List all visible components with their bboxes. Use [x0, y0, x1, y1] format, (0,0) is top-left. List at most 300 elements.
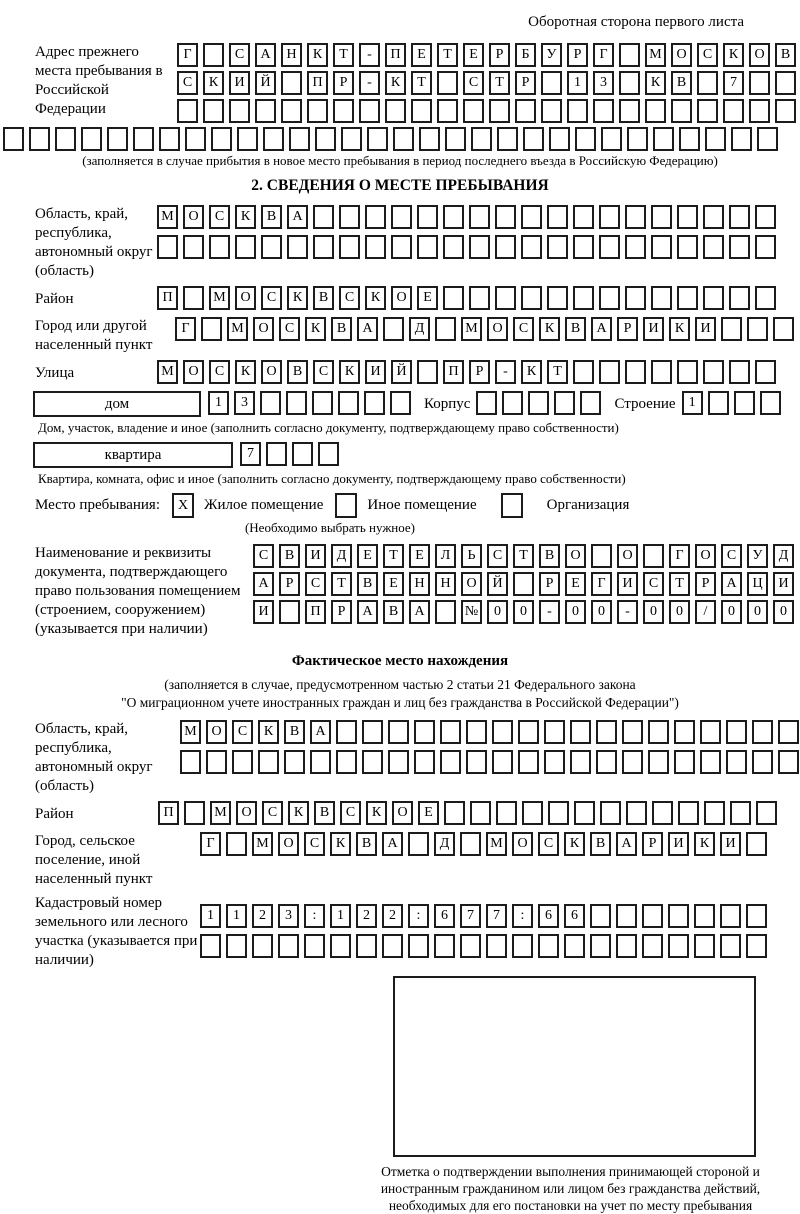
- char-cell[interactable]: [232, 750, 253, 774]
- char-cell[interactable]: [749, 71, 770, 95]
- char-cell[interactable]: [364, 391, 385, 415]
- char-cell[interactable]: [440, 720, 461, 744]
- char-cell[interactable]: [547, 205, 568, 229]
- char-cell[interactable]: О: [512, 832, 533, 856]
- char-cell[interactable]: Т: [333, 43, 354, 67]
- char-cell[interactable]: [703, 235, 724, 259]
- char-cell[interactable]: М: [157, 205, 178, 229]
- char-cell[interactable]: [338, 391, 359, 415]
- char-cell[interactable]: [596, 720, 617, 744]
- char-cell[interactable]: 2: [356, 904, 377, 928]
- char-cell[interactable]: С: [305, 572, 326, 596]
- char-cell[interactable]: С: [721, 544, 742, 568]
- char-cell[interactable]: А: [357, 600, 378, 624]
- char-cell[interactable]: [388, 720, 409, 744]
- char-cell[interactable]: В: [775, 43, 796, 67]
- char-cell[interactable]: [266, 442, 287, 466]
- char-cell[interactable]: М: [486, 832, 507, 856]
- char-cell[interactable]: Ь: [461, 544, 482, 568]
- char-cell[interactable]: [731, 127, 752, 151]
- char-cell[interactable]: М: [645, 43, 666, 67]
- char-cell[interactable]: [521, 286, 542, 310]
- char-cell[interactable]: И: [695, 317, 716, 341]
- char-cell[interactable]: Д: [331, 544, 352, 568]
- char-cell[interactable]: [440, 750, 461, 774]
- char-cell[interactable]: [653, 127, 674, 151]
- char-cell[interactable]: 2: [252, 904, 273, 928]
- char-cell[interactable]: [3, 127, 24, 151]
- char-cell[interactable]: Е: [565, 572, 586, 596]
- char-cell[interactable]: Т: [669, 572, 690, 596]
- char-cell[interactable]: [580, 391, 601, 415]
- char-cell[interactable]: К: [203, 71, 224, 95]
- char-cell[interactable]: [497, 127, 518, 151]
- char-cell[interactable]: О: [278, 832, 299, 856]
- char-cell[interactable]: [746, 832, 767, 856]
- char-cell[interactable]: [513, 572, 534, 596]
- char-cell[interactable]: 1: [226, 904, 247, 928]
- char-cell[interactable]: М: [210, 801, 231, 825]
- char-cell[interactable]: П: [158, 801, 179, 825]
- char-cell[interactable]: [469, 235, 490, 259]
- char-cell[interactable]: В: [261, 205, 282, 229]
- char-cell[interactable]: [645, 99, 666, 123]
- char-cell[interactable]: [362, 720, 383, 744]
- char-cell[interactable]: [590, 904, 611, 928]
- char-cell[interactable]: [723, 99, 744, 123]
- char-cell[interactable]: 1: [208, 391, 229, 415]
- char-cell[interactable]: [548, 801, 569, 825]
- char-cell[interactable]: Р: [617, 317, 638, 341]
- char-cell[interactable]: [463, 99, 484, 123]
- char-cell[interactable]: С: [487, 544, 508, 568]
- char-cell[interactable]: [206, 750, 227, 774]
- char-cell[interactable]: [570, 720, 591, 744]
- char-cell[interactable]: [278, 934, 299, 958]
- char-cell[interactable]: Й: [255, 71, 276, 95]
- char-cell[interactable]: К: [539, 317, 560, 341]
- char-cell[interactable]: [383, 317, 404, 341]
- char-cell[interactable]: [677, 235, 698, 259]
- char-cell[interactable]: [435, 317, 456, 341]
- char-cell[interactable]: 7: [460, 904, 481, 928]
- char-cell[interactable]: [674, 750, 695, 774]
- char-cell[interactable]: [755, 360, 776, 384]
- char-cell[interactable]: П: [385, 43, 406, 67]
- char-cell[interactable]: [417, 360, 438, 384]
- char-cell[interactable]: -: [617, 600, 638, 624]
- char-cell[interactable]: [697, 99, 718, 123]
- org-checkbox[interactable]: [501, 493, 523, 518]
- char-cell[interactable]: Т: [411, 71, 432, 95]
- char-cell[interactable]: [590, 934, 611, 958]
- char-cell[interactable]: [445, 127, 466, 151]
- char-cell[interactable]: [729, 235, 750, 259]
- char-cell[interactable]: Е: [417, 286, 438, 310]
- char-cell[interactable]: 1: [330, 904, 351, 928]
- char-cell[interactable]: [260, 391, 281, 415]
- char-cell[interactable]: [437, 71, 458, 95]
- char-cell[interactable]: Н: [281, 43, 302, 67]
- char-cell[interactable]: [619, 99, 640, 123]
- char-cell[interactable]: К: [330, 832, 351, 856]
- char-cell[interactable]: [596, 750, 617, 774]
- char-cell[interactable]: [414, 720, 435, 744]
- char-cell[interactable]: [726, 750, 747, 774]
- char-cell[interactable]: К: [366, 801, 387, 825]
- char-cell[interactable]: В: [357, 572, 378, 596]
- char-cell[interactable]: Р: [567, 43, 588, 67]
- char-cell[interactable]: Е: [357, 544, 378, 568]
- char-cell[interactable]: [679, 127, 700, 151]
- char-cell[interactable]: О: [391, 286, 412, 310]
- char-cell[interactable]: [549, 127, 570, 151]
- char-cell[interactable]: Р: [331, 600, 352, 624]
- char-cell[interactable]: [746, 904, 767, 928]
- char-cell[interactable]: В: [671, 71, 692, 95]
- char-cell[interactable]: Р: [515, 71, 536, 95]
- char-cell[interactable]: [365, 235, 386, 259]
- char-cell[interactable]: Т: [513, 544, 534, 568]
- char-cell[interactable]: [209, 235, 230, 259]
- char-cell[interactable]: [564, 934, 585, 958]
- char-cell[interactable]: Т: [383, 544, 404, 568]
- char-cell[interactable]: [393, 127, 414, 151]
- char-cell[interactable]: Т: [331, 572, 352, 596]
- char-cell[interactable]: [286, 391, 307, 415]
- char-cell[interactable]: Е: [383, 572, 404, 596]
- char-cell[interactable]: -: [359, 43, 380, 67]
- char-cell[interactable]: О: [236, 801, 257, 825]
- char-cell[interactable]: [651, 205, 672, 229]
- char-cell[interactable]: [502, 391, 523, 415]
- char-cell[interactable]: [183, 286, 204, 310]
- char-cell[interactable]: №: [461, 600, 482, 624]
- char-cell[interactable]: С: [313, 360, 334, 384]
- char-cell[interactable]: С: [339, 286, 360, 310]
- char-cell[interactable]: [547, 235, 568, 259]
- char-cell[interactable]: [470, 801, 491, 825]
- char-cell[interactable]: Г: [177, 43, 198, 67]
- char-cell[interactable]: И: [365, 360, 386, 384]
- char-cell[interactable]: [315, 127, 336, 151]
- char-cell[interactable]: К: [385, 71, 406, 95]
- char-cell[interactable]: О: [487, 317, 508, 341]
- char-cell[interactable]: [522, 801, 543, 825]
- char-cell[interactable]: С: [229, 43, 250, 67]
- char-cell[interactable]: [734, 391, 755, 415]
- char-cell[interactable]: [541, 71, 562, 95]
- char-cell[interactable]: [677, 360, 698, 384]
- char-cell[interactable]: [408, 934, 429, 958]
- char-cell[interactable]: Р: [642, 832, 663, 856]
- char-cell[interactable]: [336, 720, 357, 744]
- char-cell[interactable]: В: [284, 720, 305, 744]
- char-cell[interactable]: [619, 71, 640, 95]
- char-cell[interactable]: К: [564, 832, 585, 856]
- char-cell[interactable]: [492, 720, 513, 744]
- kvartira-box[interactable]: [33, 442, 233, 468]
- char-cell[interactable]: [622, 750, 643, 774]
- char-cell[interactable]: 2: [382, 904, 403, 928]
- char-cell[interactable]: [391, 205, 412, 229]
- char-cell[interactable]: К: [235, 360, 256, 384]
- char-cell[interactable]: [287, 235, 308, 259]
- char-cell[interactable]: [600, 801, 621, 825]
- char-cell[interactable]: [235, 235, 256, 259]
- char-cell[interactable]: [648, 720, 669, 744]
- char-cell[interactable]: И: [773, 572, 794, 596]
- char-cell[interactable]: [703, 360, 724, 384]
- char-cell[interactable]: -: [495, 360, 516, 384]
- char-cell[interactable]: С: [463, 71, 484, 95]
- char-cell[interactable]: И: [253, 600, 274, 624]
- char-cell[interactable]: Й: [487, 572, 508, 596]
- char-cell[interactable]: [703, 286, 724, 310]
- char-cell[interactable]: [339, 235, 360, 259]
- char-cell[interactable]: [720, 904, 741, 928]
- char-cell[interactable]: [528, 391, 549, 415]
- char-cell[interactable]: 0: [513, 600, 534, 624]
- char-cell[interactable]: [203, 99, 224, 123]
- char-cell[interactable]: Г: [591, 572, 612, 596]
- char-cell[interactable]: [700, 750, 721, 774]
- char-cell[interactable]: [307, 99, 328, 123]
- char-cell[interactable]: [263, 127, 284, 151]
- char-cell[interactable]: [671, 99, 692, 123]
- char-cell[interactable]: 0: [747, 600, 768, 624]
- char-cell[interactable]: [668, 934, 689, 958]
- char-cell[interactable]: [107, 127, 128, 151]
- char-cell[interactable]: С: [697, 43, 718, 67]
- char-cell[interactable]: [538, 934, 559, 958]
- char-cell[interactable]: [518, 720, 539, 744]
- char-cell[interactable]: [417, 205, 438, 229]
- char-cell[interactable]: [460, 832, 481, 856]
- char-cell[interactable]: С: [177, 71, 198, 95]
- char-cell[interactable]: 6: [434, 904, 455, 928]
- char-cell[interactable]: [417, 235, 438, 259]
- char-cell[interactable]: [289, 127, 310, 151]
- char-cell[interactable]: [226, 934, 247, 958]
- char-cell[interactable]: Е: [411, 43, 432, 67]
- char-cell[interactable]: 0: [565, 600, 586, 624]
- char-cell[interactable]: [648, 750, 669, 774]
- char-cell[interactable]: С: [340, 801, 361, 825]
- char-cell[interactable]: А: [409, 600, 430, 624]
- char-cell[interactable]: В: [331, 317, 352, 341]
- char-cell[interactable]: В: [383, 600, 404, 624]
- char-cell[interactable]: [211, 127, 232, 151]
- char-cell[interactable]: [284, 750, 305, 774]
- char-cell[interactable]: [697, 71, 718, 95]
- char-cell[interactable]: Е: [409, 544, 430, 568]
- char-cell[interactable]: [261, 235, 282, 259]
- char-cell[interactable]: [486, 934, 507, 958]
- char-cell[interactable]: [279, 600, 300, 624]
- char-cell[interactable]: [625, 235, 646, 259]
- char-cell[interactable]: [313, 235, 334, 259]
- char-cell[interactable]: 0: [591, 600, 612, 624]
- char-cell[interactable]: Д: [434, 832, 455, 856]
- char-cell[interactable]: А: [616, 832, 637, 856]
- char-cell[interactable]: [512, 934, 533, 958]
- char-cell[interactable]: [157, 235, 178, 259]
- char-cell[interactable]: [573, 205, 594, 229]
- char-cell[interactable]: [778, 750, 799, 774]
- char-cell[interactable]: Р: [539, 572, 560, 596]
- char-cell[interactable]: [226, 832, 247, 856]
- char-cell[interactable]: П: [443, 360, 464, 384]
- char-cell[interactable]: С: [209, 360, 230, 384]
- char-cell[interactable]: [489, 99, 510, 123]
- char-cell[interactable]: [518, 750, 539, 774]
- char-cell[interactable]: -: [359, 71, 380, 95]
- char-cell[interactable]: [616, 934, 637, 958]
- char-cell[interactable]: Т: [547, 360, 568, 384]
- char-cell[interactable]: [730, 801, 751, 825]
- char-cell[interactable]: [356, 934, 377, 958]
- char-cell[interactable]: :: [512, 904, 533, 928]
- char-cell[interactable]: [601, 127, 622, 151]
- char-cell[interactable]: В: [590, 832, 611, 856]
- char-cell[interactable]: [651, 286, 672, 310]
- char-cell[interactable]: [29, 127, 50, 151]
- char-cell[interactable]: 7: [486, 904, 507, 928]
- char-cell[interactable]: [625, 286, 646, 310]
- char-cell[interactable]: Н: [435, 572, 456, 596]
- char-cell[interactable]: [591, 544, 612, 568]
- char-cell[interactable]: [466, 750, 487, 774]
- char-cell[interactable]: [495, 205, 516, 229]
- char-cell[interactable]: [341, 127, 362, 151]
- char-cell[interactable]: [391, 235, 412, 259]
- char-cell[interactable]: А: [253, 572, 274, 596]
- char-cell[interactable]: О: [253, 317, 274, 341]
- char-cell[interactable]: 0: [669, 600, 690, 624]
- char-cell[interactable]: С: [232, 720, 253, 744]
- char-cell[interactable]: [677, 286, 698, 310]
- char-cell[interactable]: С: [262, 801, 283, 825]
- char-cell[interactable]: [677, 205, 698, 229]
- char-cell[interactable]: [252, 934, 273, 958]
- char-cell[interactable]: [437, 99, 458, 123]
- char-cell[interactable]: П: [157, 286, 178, 310]
- char-cell[interactable]: Б: [515, 43, 536, 67]
- char-cell[interactable]: [755, 205, 776, 229]
- char-cell[interactable]: [200, 934, 221, 958]
- char-cell[interactable]: [443, 235, 464, 259]
- char-cell[interactable]: [177, 99, 198, 123]
- char-cell[interactable]: [476, 391, 497, 415]
- char-cell[interactable]: 1: [567, 71, 588, 95]
- char-cell[interactable]: И: [720, 832, 741, 856]
- char-cell[interactable]: [674, 720, 695, 744]
- char-cell[interactable]: [203, 43, 224, 67]
- char-cell[interactable]: 6: [538, 904, 559, 928]
- char-cell[interactable]: [541, 99, 562, 123]
- char-cell[interactable]: [521, 205, 542, 229]
- zhiloe-checkbox[interactable]: X: [172, 493, 194, 518]
- char-cell[interactable]: К: [288, 801, 309, 825]
- char-cell[interactable]: [201, 317, 222, 341]
- char-cell[interactable]: [367, 127, 388, 151]
- char-cell[interactable]: Г: [593, 43, 614, 67]
- char-cell[interactable]: [185, 127, 206, 151]
- char-cell[interactable]: [726, 720, 747, 744]
- char-cell[interactable]: А: [255, 43, 276, 67]
- char-cell[interactable]: [382, 934, 403, 958]
- char-cell[interactable]: Ц: [747, 572, 768, 596]
- char-cell[interactable]: В: [314, 801, 335, 825]
- char-cell[interactable]: [775, 71, 796, 95]
- char-cell[interactable]: Д: [773, 544, 794, 568]
- char-cell[interactable]: А: [287, 205, 308, 229]
- char-cell[interactable]: 0: [721, 600, 742, 624]
- char-cell[interactable]: [443, 205, 464, 229]
- char-cell[interactable]: -: [539, 600, 560, 624]
- char-cell[interactable]: [411, 99, 432, 123]
- char-cell[interactable]: К: [645, 71, 666, 95]
- char-cell[interactable]: [434, 934, 455, 958]
- char-cell[interactable]: В: [279, 544, 300, 568]
- char-cell[interactable]: Р: [469, 360, 490, 384]
- char-cell[interactable]: [694, 934, 715, 958]
- char-cell[interactable]: [642, 904, 663, 928]
- char-cell[interactable]: М: [180, 720, 201, 744]
- char-cell[interactable]: [180, 750, 201, 774]
- char-cell[interactable]: [570, 750, 591, 774]
- char-cell[interactable]: [408, 832, 429, 856]
- char-cell[interactable]: [443, 286, 464, 310]
- char-cell[interactable]: О: [461, 572, 482, 596]
- char-cell[interactable]: К: [694, 832, 715, 856]
- char-cell[interactable]: [359, 99, 380, 123]
- char-cell[interactable]: О: [235, 286, 256, 310]
- char-cell[interactable]: [755, 235, 776, 259]
- char-cell[interactable]: К: [305, 317, 326, 341]
- char-cell[interactable]: 0: [643, 600, 664, 624]
- char-cell[interactable]: [625, 205, 646, 229]
- char-cell[interactable]: К: [258, 720, 279, 744]
- char-cell[interactable]: 3: [593, 71, 614, 95]
- char-cell[interactable]: К: [235, 205, 256, 229]
- char-cell[interactable]: [492, 750, 513, 774]
- char-cell[interactable]: П: [307, 71, 328, 95]
- char-cell[interactable]: Т: [489, 71, 510, 95]
- char-cell[interactable]: [747, 317, 768, 341]
- char-cell[interactable]: [752, 720, 773, 744]
- char-cell[interactable]: [760, 391, 781, 415]
- char-cell[interactable]: А: [310, 720, 331, 744]
- char-cell[interactable]: О: [206, 720, 227, 744]
- char-cell[interactable]: Е: [463, 43, 484, 67]
- char-cell[interactable]: 3: [278, 904, 299, 928]
- char-cell[interactable]: [330, 934, 351, 958]
- char-cell[interactable]: В: [539, 544, 560, 568]
- char-cell[interactable]: Р: [333, 71, 354, 95]
- char-cell[interactable]: С: [538, 832, 559, 856]
- char-cell[interactable]: А: [721, 572, 742, 596]
- char-cell[interactable]: [720, 934, 741, 958]
- char-cell[interactable]: [469, 205, 490, 229]
- char-cell[interactable]: [599, 235, 620, 259]
- char-cell[interactable]: И: [229, 71, 250, 95]
- char-cell[interactable]: [55, 127, 76, 151]
- char-cell[interactable]: [694, 904, 715, 928]
- char-cell[interactable]: К: [365, 286, 386, 310]
- char-cell[interactable]: [304, 934, 325, 958]
